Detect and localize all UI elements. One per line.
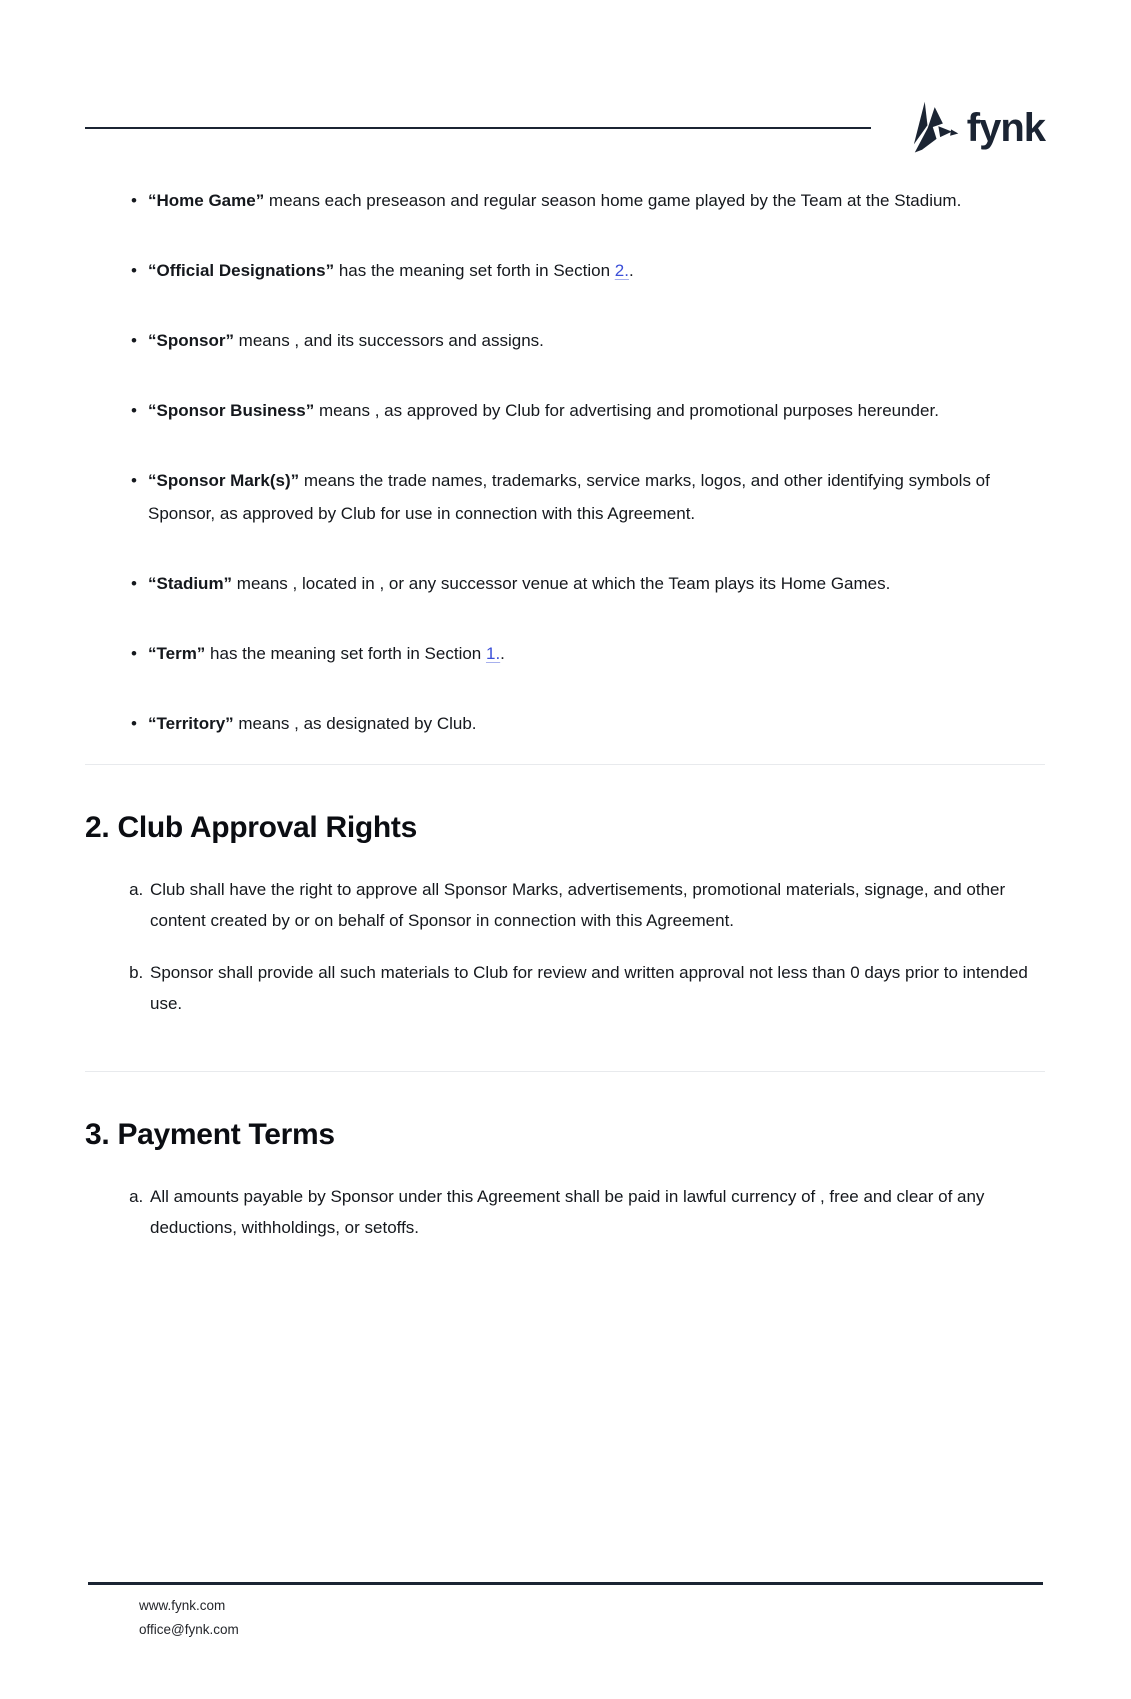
definition-text: has the meaning set forth in Section: [334, 261, 615, 280]
definition-text: means each preseason and regular season home game played by the Team at the Stadium.: [264, 191, 962, 210]
definition-text: means , and its successors and assigns.: [233, 331, 544, 350]
definition-text-after-link: .: [500, 644, 505, 663]
fynk-logo: [903, 99, 1045, 157]
clause-text: Club shall have the right to approve all Sponsor Marks, advertisements, promotional materials, signage, and other content created by or on behalf of Sponsor in connection with this Agreement.: [150, 880, 1006, 930]
definition-term: “Home Game”: [148, 191, 265, 210]
definition-term: “Sponsor Mark(s)”: [148, 471, 300, 490]
definition-term: “Stadium”: [148, 574, 233, 593]
clause-item: [148, 874, 1045, 936]
header-divider-line: [85, 127, 871, 129]
definition-item-territory: [148, 707, 1045, 740]
clause-text: All amounts payable by Sponsor under this Agreement shall be paid in lawful currency of , free and clear of any deductions, withholdings, or setoffs.: [150, 1187, 985, 1237]
definition-item-stadium: [148, 567, 1045, 600]
definitions-list: [85, 184, 1045, 740]
definition-text: means , located in , or any successor venue at which the Team plays its Home Games.: [232, 574, 891, 593]
footer-contact-block: [88, 1594, 1043, 1642]
definition-text: has the meaning set forth in Section: [205, 644, 486, 663]
section-divider: [85, 764, 1045, 765]
definition-term: “Term”: [148, 644, 206, 663]
fynk-logo-text: fynk: [966, 106, 1045, 150]
definition-term: “Sponsor”: [148, 331, 234, 350]
definition-item-term: [148, 637, 1045, 670]
definition-term: “Sponsor Business”: [148, 401, 315, 420]
footer-divider-line: [88, 1582, 1043, 1585]
footer-website: www.fynk.com: [139, 1597, 226, 1613]
definition-text-after-link: .: [628, 261, 634, 280]
section-heading-club-approval-rights: 2. Club Approval Rights: [85, 811, 418, 844]
definition-text: means , as designated by Club.: [233, 714, 477, 733]
page-footer: [88, 1582, 1043, 1642]
section-divider: [85, 1071, 1045, 1072]
section-2-link[interactable]: 2.: [614, 261, 629, 280]
fynk-bird-icon: [903, 99, 961, 157]
clause-item: [148, 957, 1045, 1019]
clause-item: [148, 1181, 1045, 1243]
page-header: [85, 99, 1045, 157]
footer-email: office@fynk.com: [139, 1621, 239, 1637]
definition-item-sponsor-business: [148, 394, 1045, 427]
definition-text: means , as approved by Club for advertising and promotional purposes hereunder.: [314, 401, 939, 420]
definition-item-sponsor: [148, 324, 1045, 357]
section-heading-payment-terms: 3. Payment Terms: [85, 1118, 335, 1151]
definition-item-home-game: [148, 184, 1045, 217]
clause-text: Sponsor shall provide all such materials to Club for review and written approval not less than 0 days prior to intended use.: [150, 963, 1028, 1013]
clause-list-payment-terms: [85, 1181, 1045, 1243]
section-1-link[interactable]: 1.: [485, 644, 501, 663]
document-page: [0, 99, 1131, 1699]
definition-term: “Official Designations”: [148, 261, 335, 280]
clause-list-club-approval: [85, 874, 1045, 1019]
definition-term: “Territory”: [148, 714, 234, 733]
definition-item-sponsor-marks: [148, 464, 1045, 530]
definition-text: means the trade names, trademarks, service marks, logos, and other identifying symbols of Sponsor, as approved by Club for use in connection with this Agreement.: [148, 471, 990, 523]
definition-item-official-designations: [148, 254, 1045, 287]
